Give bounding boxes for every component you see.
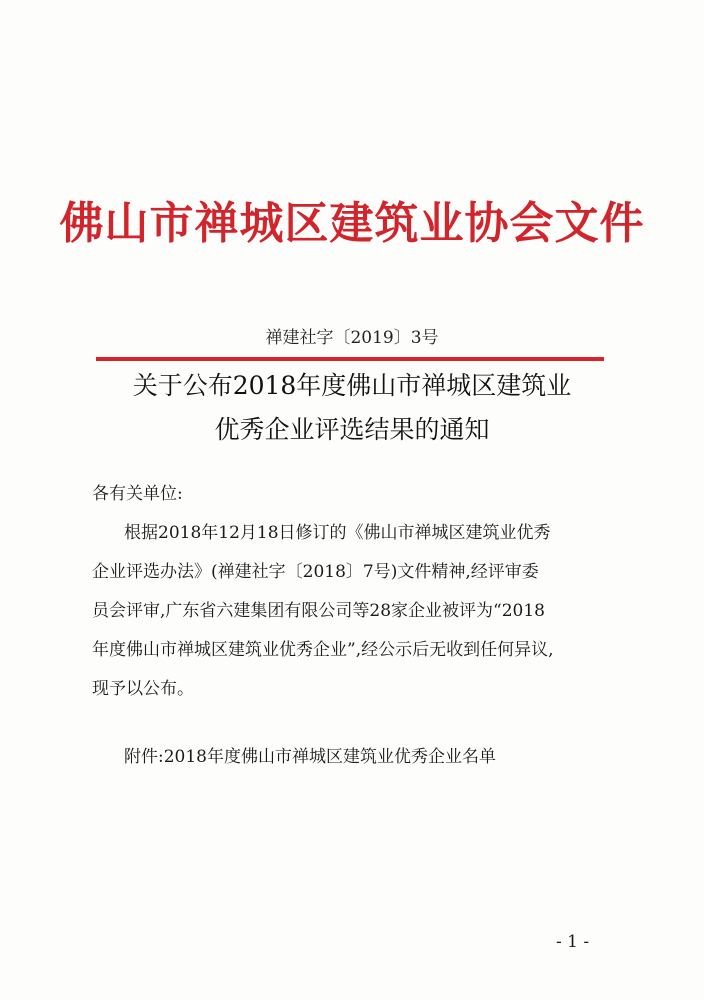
attachment-note: 附件:2018年度佛山市禅城区建筑业优秀企业名单 <box>124 747 496 767</box>
body-line-3: 员会评审,广东省六建集团有限公司等28家企业被评为“2018 <box>92 601 545 621</box>
red-divider-line <box>96 357 604 361</box>
body-line-4: 年度佛山市禅城区建筑业优秀企业”,经公示后无收到任何异议, <box>92 640 554 660</box>
salutation: 各有关单位: <box>92 484 183 504</box>
body-line-5: 现予以公布。 <box>92 679 194 699</box>
body-line-2: 企业评选办法》(禅建社字〔2018〕7号)文件精神,经评审委 <box>92 562 539 582</box>
page-number: - 1 - <box>556 932 590 952</box>
notice-title-line-1: 关于公布2018年度佛山市禅城区建筑业 <box>132 371 572 400</box>
document-number: 禅建社字〔2019〕3号 <box>265 328 439 348</box>
masthead-title: 佛山市禅城区建筑业协会文件 <box>59 198 645 249</box>
body-line-1: 根据2018年12月18日修订的《佛山市禅城区建筑业优秀 <box>124 523 551 543</box>
notice-title-line-2: 优秀企业评选结果的通知 <box>214 415 490 444</box>
